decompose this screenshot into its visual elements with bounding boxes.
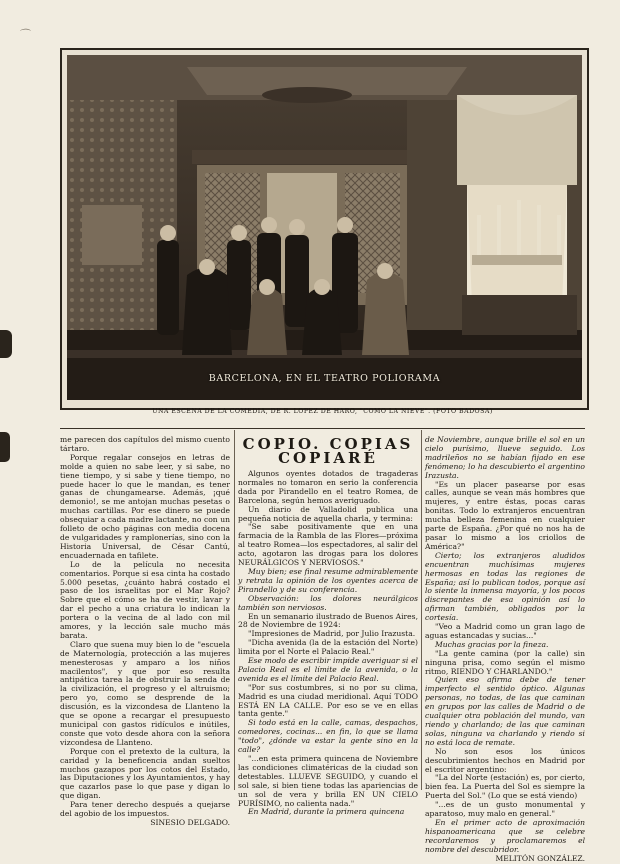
paragraph: Porque regalar consejos en letras de molde a quien no sabe leer, y si sabe, no tiene tiempo, y si sabe y tiene tiempo, no puede hacer lo que le mandan, es tener ganas de chungamearse. Además, ¡qué demonio!, se me antojan muchas pesetas o muchas cartillas. Por ese dinero se puede obsequiar a cada madre lactante, no con un folleto de ocho páginas con media docena de vulgaridades y ramplonerías, sino con la Historia Universal, de César Cantú, encuadernada en tafilete. <box>60 452 230 560</box>
author-signature: MELITÓN GONZÁLEZ. <box>495 853 585 863</box>
paragraph: Si todo está en la calle, camas, despachos, comedores, cocinas... en fin, lo que se llama "todo", ¿dónde va estar la gente sino en la calle? <box>238 718 418 755</box>
paragraph: "...en esta primera quincena de Noviembre las condiciones climatéricas de la ciudad son detestables. LLUEVE SEGUIDO, y cuando el sol sale, si bien tiene todas las apariencias de un sol de vera y brilla EN UN CIELO PURÍSIMO, no calienta nada." <box>238 754 418 808</box>
article-heading <box>238 437 418 465</box>
heading-line: COPIO. COPIAS <box>242 435 414 453</box>
paragraph: Porque con el pretexto de la cultura, la caridad y la beneficencia andan sueltos muchos gazapos por los cotos del Estado, las Diputaciones y los Ayuntamientos, y hay que cazarlos pase lo que pase y digan lo que digan. <box>60 746 230 801</box>
photo-caption: UNA ESCENA DE LA COMEDIA, DE R. LOPEZ DE HARO, "COMO LA NIEVE". (FOTO BADOSA) <box>152 408 493 415</box>
paragraph: Un diario de Valladolid publica una pequeña noticia de aquella charla, y termina: <box>238 504 418 523</box>
paragraph: "...es de un gusto monumental y aparatoso, muy malo en general." <box>425 800 585 819</box>
paragraph: "La gente camina (por la calle) sin ninguna prisa, como según el mismo ritmo, RIENDO Y CHARLANDO." <box>425 648 585 676</box>
heading-line: COPIARÉ <box>278 449 378 467</box>
paragraph: No son esos los únicos descubrimientos hechos en Madrid por el escritor argentino: <box>425 746 585 774</box>
paragraph: "La del Norte (estación) es, por cierto, bien fea. La Puerta del Sol es siempre la Puerta del Sol." (Lo que se está viendo) <box>425 773 585 801</box>
divider-rule <box>60 428 585 429</box>
paragraph: "Es un placer pasearse por esas calles, aunque se vean más hombres que mujeres, y entre éstas, pocas caras bonitas. Todo lo extranjeros encuentran mucha belleza femenina en cualquier parte de España. ¿Por qué no nos ha de pasar lo mismo a los criollos de América?" <box>425 479 585 551</box>
margin-pencil-mark: ⌒ <box>18 28 29 41</box>
column-center <box>238 436 418 817</box>
column-separator <box>421 430 422 790</box>
theatre-photograph <box>67 55 582 400</box>
paragraph: En un semanario ilustrado de Buenos Aires, 28 de Noviembre de 1924: <box>238 611 418 630</box>
paragraph: Muy bien; ese final resume admirablemente y retrata la opinión de los oyentes acerca de Pirandello y de su conferencia. <box>238 566 418 594</box>
paragraph: "Impresiones de Madrid, por Julio Irazusta. <box>248 629 416 639</box>
paragraph: "Veo a Madrid como un gran lago de aguas estancadas y sucias..." <box>425 622 585 640</box>
photo-title: BARCELONA, EN EL TEATRO POLIORAMA <box>208 373 441 384</box>
paragraph: En el primer acto de aproximación hispanoamericana que se celebre recordaremos y proclamaremos el nombre del descubridor. <box>425 817 585 854</box>
paragraph: Ese modo de escribir impide averiguar si el Palacio Real es el límite de la avenida, o la avenida es el límite del Palacio Real. <box>238 656 418 683</box>
paragraph: Para tener derecho después a quejarse del agobio de los impuestos. <box>60 800 230 819</box>
column-left <box>60 436 230 828</box>
paragraph: Cierto; los extranjeros aludidos encuentran muchísimas mujeres hermosas en todas las regiones de España; así lo publican todos, porque así lo siente la inmensa mayoría, y los pocos discrepantes de esa opinión así lo afirman también, obligados por la cortesía. <box>425 550 585 623</box>
paragraph: En Madrid, durante la primera quincena <box>248 807 405 817</box>
paragraph: Algunos oyentes dotados de tragaderas normales no tomaron en serio la conferencia dada por Pirandello en el teatro Romea, de Barcelona, según hemos averiguado. <box>238 469 418 505</box>
column-right <box>425 436 585 864</box>
paragraph: Claro que suena muy bien lo de "escuela de Maternología, protección a las mujeres menesterosas y amparo a los niños macilentos", y que por eso resulta antipática tarea la de obstruir la senda de la civilización, el progreso y el altruismo; pero yo, como se desprende de la discusión, es la vizcondesa de Llanteno la que se opone a recargar el presupuesto municipal con gastos ridículos e inútiles, conste que voto desde ahora con la señora vizcondesa de Llanteno. <box>60 639 230 747</box>
binding-mark-top <box>0 330 12 358</box>
photo-frame <box>60 48 589 410</box>
paragraph: "Por sus costumbres, si no por su clima, Madrid es una ciudad meridional. Aquí TODO ESTÁ EN LA CALLE. Por eso se ve en ellas tanta gente." <box>238 682 418 719</box>
paragraph: me parecen dos capítulos del mismo cuento tártaro. <box>60 435 230 453</box>
paragraph: Observación: los dolores neurálgicos también son nerviosos. <box>238 593 418 612</box>
paragraph: Muchas gracias por la fineza. <box>435 639 549 649</box>
paragraph: Lo de la película no necesita comentarios. Porque si esa cinta ha costado 5.000 pesetas, ¿cuánto habrá costado el paso de los israelitas por el Mar Rojo? Sobre que el cómo se ha de vestir, lavar y dar el pecho a una criatura lo indican la portera o la vecina de al lado con mil amores, y la lección sale mucho más barata. <box>60 559 230 640</box>
paragraph: de Noviembre, aunque brille el sol en un cielo purísimo, llueve seguido. Los madrileños no se habían fijado en ese fenómeno; lo ha descubierto el argentino Irazusta. <box>425 435 585 480</box>
author-signature: SINESIO DELGADO. <box>150 817 230 827</box>
column-separator <box>234 430 235 790</box>
stage-scene-illustration <box>67 55 582 400</box>
paragraph: "Se sabe positivamente que en una farmacia de la Rambla de las Flores—próxima al teatro Romea—los espectadores, al salir del acto, agotaron las drogas para los dolores NEURÁLGICOS Y NERVIOSOS." <box>238 522 418 568</box>
paragraph: Quien eso afirma debe de tener imperfecto el sentido óptico. Algunas personas, no todas, de las que caminan en grupos por las calles de Madrid o de cualquier otra población del mundo, van riendo y charlando; de las que caminan solas, ninguna va charlando y riendo si no está loca de remate. <box>425 675 585 747</box>
binding-mark-bottom <box>0 432 10 462</box>
paragraph: "Dicha avenida (la de la estación del Norte) limita por el Norte el Palacio Real." <box>238 638 418 657</box>
